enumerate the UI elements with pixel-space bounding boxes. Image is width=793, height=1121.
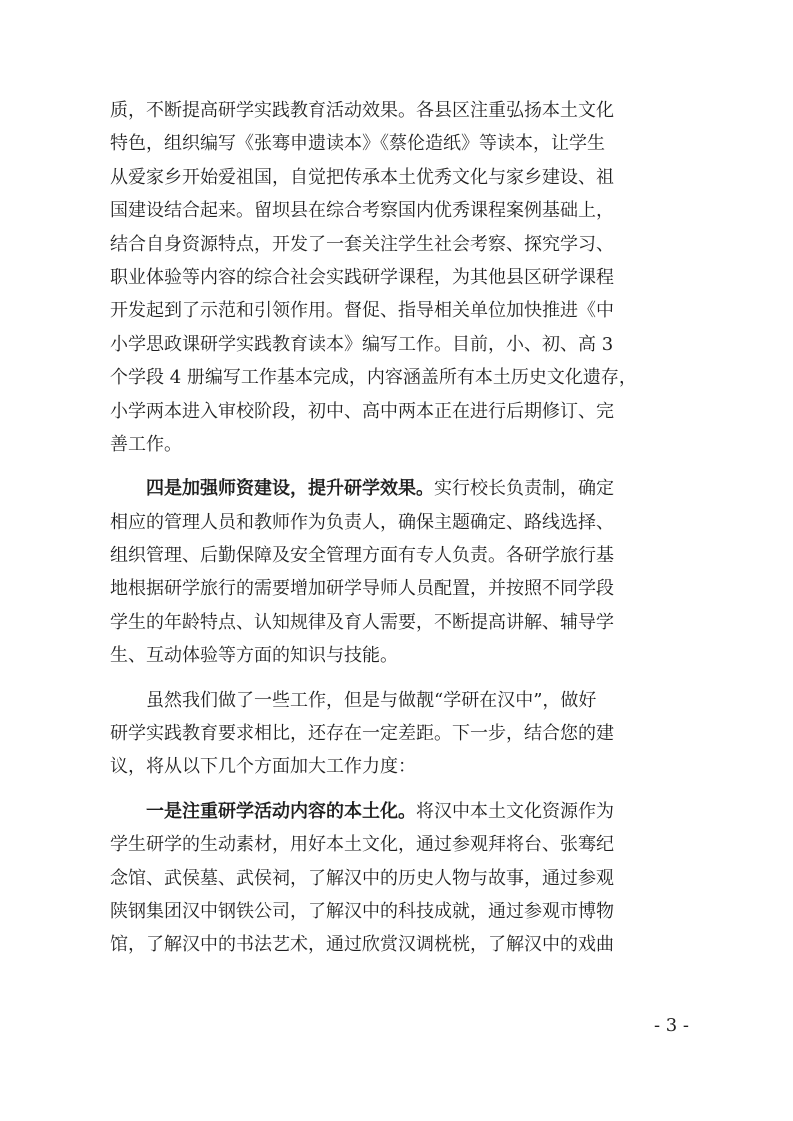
section-heading: 一是注重研学活动内容的本土化。 — [146, 800, 416, 822]
text-line: 个学段 4 册编写工作基本完成，内容涵盖所有本土历史文化遗存， — [110, 367, 637, 389]
document-body — [110, 94, 690, 962]
paragraph-localization — [110, 795, 690, 962]
paragraph-teacher-building — [110, 472, 690, 672]
paragraph-gap — [110, 784, 690, 795]
paragraph-first-line — [110, 472, 690, 505]
paragraph-research-materials — [110, 94, 690, 461]
text-line: 国建设结合起来。留坝县在综合考察国内优秀课程案例基础上， — [110, 200, 614, 222]
text-line: 特色，组织编写《张骞申遗读本》《蔡伦造纸》等读本，让学生 — [110, 133, 605, 155]
text-line: 质，不断提高研学实践教育活动效果。各县区注重弘扬本土文化 — [110, 100, 614, 121]
text-fragment: 将汉中本土文化资源作为 — [416, 800, 614, 822]
text-line: 组织管理、后勤保障及安全管理方面有专人负责。各研学旅行基 — [110, 545, 614, 567]
text-line: 学生研学的生动素材，用好本土文化，通过参观拜将台、张骞纪 — [110, 834, 614, 856]
paragraph-first-line: 虽然我们做了一些工作，但是与做靓“学研在汉中”，做好 — [146, 689, 597, 711]
text-line: 议，将从以下几个方面加大工作力度： — [110, 756, 416, 778]
text-line: 善工作。 — [110, 433, 182, 455]
page-number: - 3 - — [653, 1015, 689, 1036]
text-line: 小学思政课研学实践教育读本》编写工作。目前，小、初、高 3 — [110, 333, 614, 355]
text-fragment: 实行校长负责制，确定 — [434, 478, 614, 500]
text-line: 职业体验等内容的综合社会实践研学课程，为其他县区研学课程 — [110, 266, 614, 288]
text-line: 从爱家乡开始爱祖国，自觉把传承本土优秀文化与家乡建设、祖 — [110, 166, 614, 188]
paragraph-first-line — [110, 795, 690, 828]
text-line: 小学两本进入审校阶段，初中、高中两本正在进行后期修订、完 — [110, 400, 614, 422]
text-line: 馆，了解汉中的书法艺术，通过欣赏汉调桄桄，了解汉中的戏曲 — [110, 934, 614, 956]
paragraph-next-steps — [110, 684, 690, 784]
text-line: 学生的年龄特点、认知规律及育人需要，不断提高讲解、辅导学 — [110, 611, 614, 633]
paragraph-gap — [110, 673, 690, 684]
text-line: 生、互动体验等方面的知识与技能。 — [110, 645, 398, 667]
text-line: 地根据研学旅行的需要增加研学导师人员配置，并按照不同学段 — [110, 578, 614, 600]
text-line: 念馆、武侯墓、武侯祠，了解汉中的历史人物与故事，通过参观 — [110, 867, 614, 889]
text-line: 相应的管理人员和教师作为负责人，确保主题确定、路线选择、 — [110, 511, 614, 533]
text-line: 陕钢集团汉中钢铁公司，了解汉中的科技成就，通过参观市博物 — [110, 900, 614, 922]
section-heading: 四是加强师资建设，提升研学效果。 — [146, 478, 434, 500]
paragraph-gap — [110, 461, 690, 472]
text-line: 开发起到了示范和引领作用。督促、指导相关单位加快推进《中 — [110, 300, 614, 322]
text-line: 结合自身资源特点，开发了一套关注学生社会考察、探究学习、 — [110, 233, 614, 255]
text-line: 研学实践教育要求相比，还存在一定差距。下一步，结合您的建 — [110, 723, 614, 745]
